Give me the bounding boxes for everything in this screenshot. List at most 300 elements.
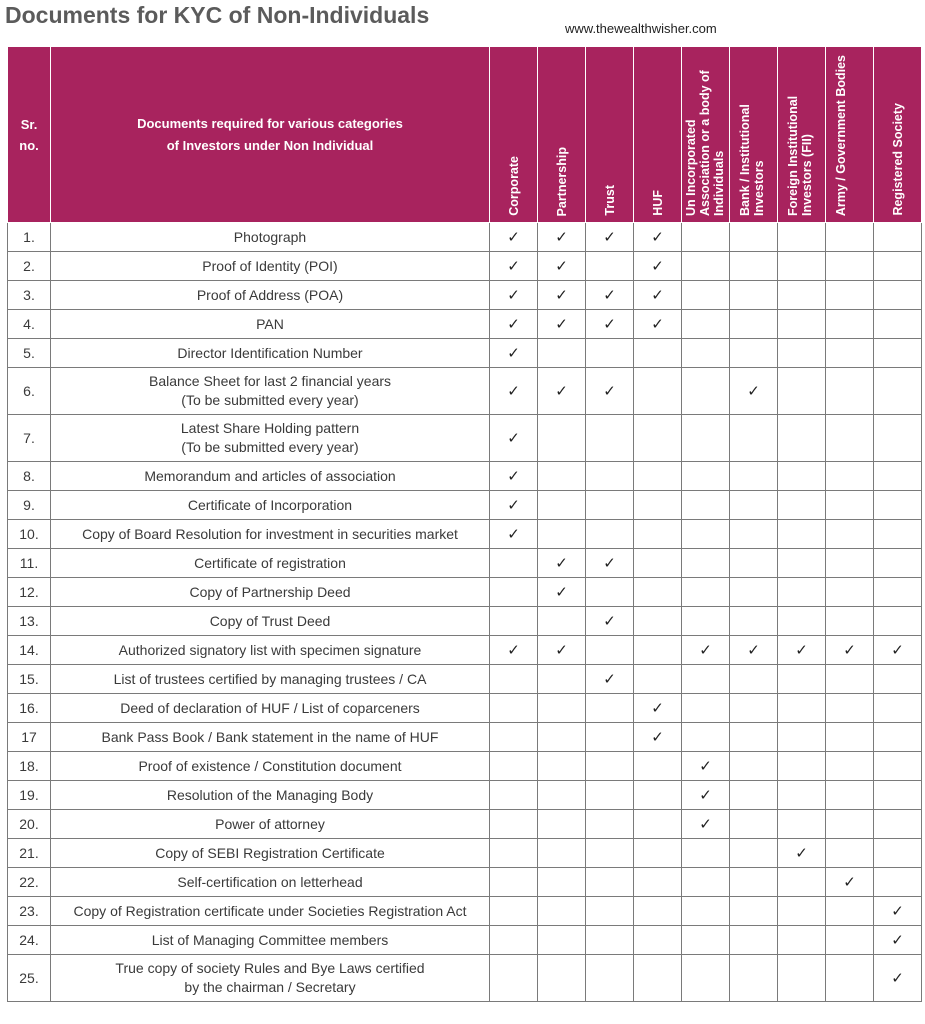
category-cell (682, 781, 730, 810)
category-cell (730, 578, 778, 607)
document-name: Certificate of registration (51, 549, 490, 578)
category-cell (538, 723, 586, 752)
checkmark-icon: ✓ (507, 382, 520, 400)
category-cell (586, 752, 634, 781)
category-label: Registered Society (890, 103, 905, 216)
table-row (8, 868, 922, 897)
category-cell (634, 520, 682, 549)
checkmark-icon: ✓ (507, 641, 520, 659)
checkmark-icon: ✓ (507, 344, 520, 362)
checkmark-icon: ✓ (651, 286, 664, 304)
checkmark-icon: ✓ (843, 873, 856, 891)
category-cell (730, 462, 778, 491)
category-cell (586, 723, 634, 752)
page-title: Documents for KYC of Non-Individuals (5, 2, 430, 28)
category-cell (634, 694, 682, 723)
category-cell (682, 723, 730, 752)
document-name: Bank Pass Book / Bank statement in the name of HUF (51, 723, 490, 752)
document-name: Proof of Identity (POI) (51, 252, 490, 281)
checkmark-icon: ✓ (747, 641, 760, 659)
category-cell (826, 723, 874, 752)
category-cell (538, 868, 586, 897)
row-number: 3. (8, 281, 51, 310)
category-cell (586, 578, 634, 607)
checkmark-icon: ✓ (603, 286, 616, 304)
category-cell (634, 955, 682, 1002)
document-name: Resolution of the Managing Body (51, 781, 490, 810)
checkmark-icon: ✓ (651, 257, 664, 275)
category-cell (826, 281, 874, 310)
category-cell (586, 491, 634, 520)
category-cell (874, 281, 922, 310)
checkmark-icon: ✓ (507, 429, 520, 447)
category-cell (490, 868, 538, 897)
table-row (8, 955, 922, 1002)
category-cell (490, 752, 538, 781)
category-cell (634, 607, 682, 636)
category-cell (826, 252, 874, 281)
category-cell (730, 281, 778, 310)
website-credit: www.thewealthwisher.com (565, 21, 717, 36)
row-number: 23. (8, 897, 51, 926)
category-cell (538, 310, 586, 339)
category-cell (874, 578, 922, 607)
category-cell (490, 339, 538, 368)
category-label: Un Incorporated Association or a body of Individuals (683, 70, 726, 216)
category-cell (586, 839, 634, 868)
checkmark-icon: ✓ (651, 699, 664, 717)
category-cell (874, 368, 922, 415)
row-number: 20. (8, 810, 51, 839)
checkmark-icon: ✓ (555, 583, 568, 601)
category-cell (826, 955, 874, 1002)
document-name: Balance Sheet for last 2 financial years (To be submitted every year) (51, 368, 490, 415)
category-cell (682, 839, 730, 868)
checkmark-icon: ✓ (555, 554, 568, 572)
category-cell (538, 368, 586, 415)
category-cell (826, 781, 874, 810)
table-row (8, 310, 922, 339)
checkmark-icon: ✓ (507, 525, 520, 543)
category-cell (730, 665, 778, 694)
category-cell (538, 897, 586, 926)
category-cell (730, 781, 778, 810)
category-cell (490, 281, 538, 310)
category-cell (730, 520, 778, 549)
category-cell (538, 415, 586, 462)
category-cell (490, 223, 538, 252)
category-cell (730, 926, 778, 955)
category-cell (682, 549, 730, 578)
checkmark-icon: ✓ (507, 496, 520, 514)
category-label: Partnership (554, 146, 569, 216)
category-cell (730, 636, 778, 665)
category-cell (682, 810, 730, 839)
category-cell (538, 636, 586, 665)
row-number: 17 (8, 723, 51, 752)
row-number: 8. (8, 462, 51, 491)
category-cell (874, 607, 922, 636)
category-cell (538, 223, 586, 252)
category-cell (730, 694, 778, 723)
document-name: Proof of Address (POA) (51, 281, 490, 310)
category-cell (730, 810, 778, 839)
checkmark-icon: ✓ (603, 554, 616, 572)
category-cell (874, 781, 922, 810)
category-cell (490, 415, 538, 462)
category-cell (490, 252, 538, 281)
table-header-row (8, 47, 922, 223)
category-cell (730, 955, 778, 1002)
table-row (8, 752, 922, 781)
category-cell (682, 415, 730, 462)
row-number: 25. (8, 955, 51, 1002)
table-row (8, 491, 922, 520)
category-cell (778, 310, 826, 339)
row-number: 18. (8, 752, 51, 781)
document-name: Certificate of Incorporation (51, 491, 490, 520)
category-cell (634, 636, 682, 665)
category-cell (634, 578, 682, 607)
category-cell (634, 810, 682, 839)
category-cell (538, 665, 586, 694)
category-cell (778, 415, 826, 462)
category-cell (490, 549, 538, 578)
category-cell (778, 520, 826, 549)
category-cell (874, 339, 922, 368)
category-cell (826, 607, 874, 636)
category-cell (490, 607, 538, 636)
checkmark-icon: ✓ (555, 641, 568, 659)
row-number: 6. (8, 368, 51, 415)
category-cell (538, 549, 586, 578)
category-cell (682, 955, 730, 1002)
category-cell (826, 462, 874, 491)
category-cell (778, 694, 826, 723)
category-cell (730, 491, 778, 520)
category-cell (778, 462, 826, 491)
checkmark-icon: ✓ (795, 844, 808, 862)
category-cell (538, 607, 586, 636)
category-cell (826, 310, 874, 339)
category-cell (874, 694, 922, 723)
category-cell (490, 781, 538, 810)
checkmark-icon: ✓ (507, 228, 520, 246)
checkmark-icon: ✓ (555, 228, 568, 246)
row-number: 22. (8, 868, 51, 897)
category-cell (634, 549, 682, 578)
category-cell (634, 897, 682, 926)
category-cell (490, 810, 538, 839)
row-number: 10. (8, 520, 51, 549)
table-row (8, 723, 922, 752)
category-cell (682, 607, 730, 636)
category-cell (586, 549, 634, 578)
category-cell (490, 665, 538, 694)
category-cell (874, 810, 922, 839)
category-cell (874, 868, 922, 897)
category-cell (538, 781, 586, 810)
category-cell (682, 665, 730, 694)
table-row (8, 607, 922, 636)
category-cell (634, 781, 682, 810)
category-cell (490, 491, 538, 520)
table-row (8, 926, 922, 955)
header-category-army-government (826, 47, 874, 223)
checkmark-icon: ✓ (651, 728, 664, 746)
header-category-partnership (538, 47, 586, 223)
category-cell (778, 491, 826, 520)
document-name: Self-certification on letterhead (51, 868, 490, 897)
checkmark-icon: ✓ (699, 815, 712, 833)
category-cell (778, 955, 826, 1002)
document-name: List of trustees certified by managing trustees / CA (51, 665, 490, 694)
category-cell (778, 810, 826, 839)
category-cell (778, 339, 826, 368)
category-cell (778, 723, 826, 752)
category-cell (586, 520, 634, 549)
category-cell (778, 578, 826, 607)
category-cell (586, 955, 634, 1002)
category-cell (490, 310, 538, 339)
category-cell (778, 665, 826, 694)
category-cell (682, 368, 730, 415)
document-name: List of Managing Committee members (51, 926, 490, 955)
checkmark-icon: ✓ (699, 757, 712, 775)
category-cell (874, 665, 922, 694)
category-cell (682, 252, 730, 281)
category-cell (490, 955, 538, 1002)
category-cell (490, 462, 538, 491)
row-number: 21. (8, 839, 51, 868)
category-cell (586, 810, 634, 839)
category-cell (874, 839, 922, 868)
checkmark-icon: ✓ (699, 786, 712, 804)
checkmark-icon: ✓ (507, 286, 520, 304)
table-row (8, 781, 922, 810)
category-cell (874, 491, 922, 520)
category-cell (490, 897, 538, 926)
category-cell (778, 549, 826, 578)
checkmark-icon: ✓ (507, 315, 520, 333)
category-cell (874, 955, 922, 1002)
category-cell (586, 694, 634, 723)
category-cell (826, 636, 874, 665)
table-row (8, 281, 922, 310)
category-cell (586, 415, 634, 462)
category-cell (778, 252, 826, 281)
category-label: HUF (650, 190, 665, 216)
category-cell (490, 636, 538, 665)
category-cell (586, 636, 634, 665)
category-cell (682, 752, 730, 781)
category-cell (874, 415, 922, 462)
category-cell (634, 462, 682, 491)
header-category-huf (634, 47, 682, 223)
row-number: 11. (8, 549, 51, 578)
category-cell (826, 415, 874, 462)
checkmark-icon: ✓ (747, 382, 760, 400)
category-cell (730, 310, 778, 339)
category-cell (826, 491, 874, 520)
category-cell (778, 868, 826, 897)
category-cell (730, 339, 778, 368)
category-label: Bank / Institutional Investors (737, 104, 766, 216)
category-cell (874, 897, 922, 926)
table-row (8, 549, 922, 578)
checkmark-icon: ✓ (891, 641, 904, 659)
table-row (8, 694, 922, 723)
category-cell (730, 252, 778, 281)
checkmark-icon: ✓ (891, 969, 904, 987)
table-row (8, 578, 922, 607)
checkmark-icon: ✓ (891, 931, 904, 949)
row-number: 24. (8, 926, 51, 955)
category-cell (826, 549, 874, 578)
category-cell (826, 339, 874, 368)
category-cell (874, 520, 922, 549)
category-cell (490, 694, 538, 723)
document-name: Proof of existence / Constitution document (51, 752, 490, 781)
document-name: Copy of Registration certificate under Societies Registration Act (51, 897, 490, 926)
table-row (8, 520, 922, 549)
category-cell (586, 310, 634, 339)
category-cell (586, 339, 634, 368)
category-cell (874, 549, 922, 578)
category-cell (634, 310, 682, 339)
category-cell (634, 868, 682, 897)
category-cell (634, 223, 682, 252)
category-label: Corporate (506, 156, 521, 216)
category-cell (826, 897, 874, 926)
category-cell (682, 491, 730, 520)
category-cell (730, 839, 778, 868)
document-name: Deed of declaration of HUF / List of coparceners (51, 694, 490, 723)
category-cell (634, 752, 682, 781)
row-number: 19. (8, 781, 51, 810)
document-name: Director Identification Number (51, 339, 490, 368)
category-cell (682, 636, 730, 665)
category-cell (730, 723, 778, 752)
category-cell (538, 839, 586, 868)
category-cell (634, 252, 682, 281)
category-cell (586, 897, 634, 926)
category-cell (826, 665, 874, 694)
category-cell (826, 839, 874, 868)
category-cell (874, 636, 922, 665)
category-cell (730, 415, 778, 462)
document-name: Latest Share Holding pattern (To be submitted every year) (51, 415, 490, 462)
category-cell (874, 926, 922, 955)
table-row (8, 636, 922, 665)
checkmark-icon: ✓ (555, 315, 568, 333)
row-number: 9. (8, 491, 51, 520)
category-cell (682, 578, 730, 607)
header-category-corporate (490, 47, 538, 223)
category-cell (634, 723, 682, 752)
checkmark-icon: ✓ (507, 467, 520, 485)
header-documents (51, 47, 490, 223)
checkmark-icon: ✓ (603, 315, 616, 333)
category-cell (634, 665, 682, 694)
category-cell (634, 281, 682, 310)
category-cell (490, 368, 538, 415)
checkmark-icon: ✓ (603, 670, 616, 688)
category-cell (538, 694, 586, 723)
category-cell (634, 839, 682, 868)
checkmark-icon: ✓ (891, 902, 904, 920)
header-category-registered-society (874, 47, 922, 223)
category-cell (874, 252, 922, 281)
header-sr-no-label: Sr. no. (19, 116, 39, 153)
table-row (8, 368, 922, 415)
category-cell (586, 665, 634, 694)
category-cell (826, 578, 874, 607)
row-number: 16. (8, 694, 51, 723)
table-row (8, 897, 922, 926)
row-number: 12. (8, 578, 51, 607)
checkmark-icon: ✓ (651, 315, 664, 333)
checkmark-icon: ✓ (843, 641, 856, 659)
category-cell (778, 781, 826, 810)
row-number: 2. (8, 252, 51, 281)
category-cell (778, 636, 826, 665)
category-cell (682, 462, 730, 491)
checkmark-icon: ✓ (555, 382, 568, 400)
category-cell (682, 926, 730, 955)
table-row (8, 810, 922, 839)
category-cell (634, 415, 682, 462)
category-label: Foreign Institutional Investors (FII) (785, 95, 814, 216)
category-cell (490, 578, 538, 607)
category-cell (730, 607, 778, 636)
category-cell (730, 868, 778, 897)
category-cell (634, 926, 682, 955)
category-cell (682, 281, 730, 310)
row-number: 1. (8, 223, 51, 252)
category-cell (826, 868, 874, 897)
category-cell (730, 752, 778, 781)
category-cell (634, 339, 682, 368)
category-cell (826, 752, 874, 781)
category-cell (538, 752, 586, 781)
row-number: 15. (8, 665, 51, 694)
row-number: 7. (8, 415, 51, 462)
category-cell (538, 491, 586, 520)
document-name: True copy of society Rules and Bye Laws certified by the chairman / Secretary (51, 955, 490, 1002)
table-row (8, 462, 922, 491)
header-category-unincorporated-association (682, 47, 730, 223)
checkmark-icon: ✓ (699, 641, 712, 659)
header-category-fii (778, 47, 826, 223)
category-cell (538, 252, 586, 281)
category-cell (538, 810, 586, 839)
document-name: Copy of Trust Deed (51, 607, 490, 636)
category-cell (634, 491, 682, 520)
table-row (8, 339, 922, 368)
row-number: 5. (8, 339, 51, 368)
kyc-documents-table (7, 46, 922, 1002)
row-number: 4. (8, 310, 51, 339)
category-cell (586, 281, 634, 310)
header-category-bank-institutional (730, 47, 778, 223)
category-cell (778, 223, 826, 252)
category-cell (586, 781, 634, 810)
category-cell (730, 897, 778, 926)
document-name: Photograph (51, 223, 490, 252)
category-label: Trust (602, 185, 617, 216)
checkmark-icon: ✓ (795, 641, 808, 659)
